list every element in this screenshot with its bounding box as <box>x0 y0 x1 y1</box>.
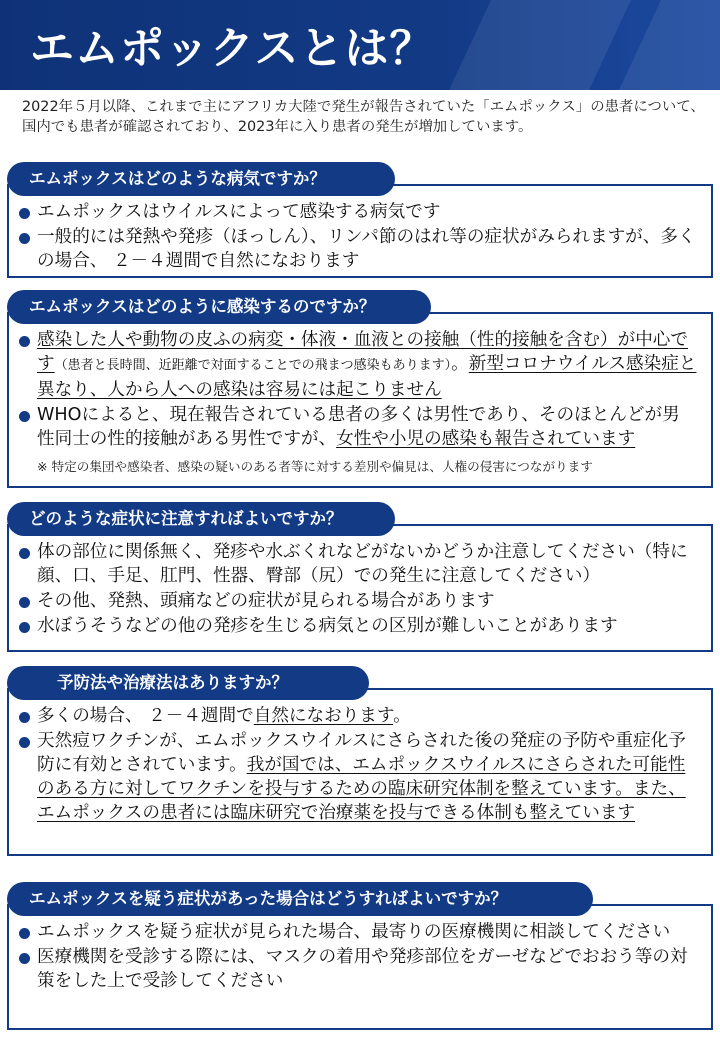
list-item-text: WHOによると、現在報告されている患者の多くは男性であり、そのほとんどが男性同士の性的接触がある男性ですが、 <box>37 405 680 449</box>
header-stripe-decoration <box>449 0 631 90</box>
underlined-text: 感染した人や動物の皮ふの病変・体液・血液との接触（性的接触を含む）が中心です <box>37 330 688 374</box>
bullet-list <box>9 186 711 280</box>
punctuation: 。 <box>451 354 469 374</box>
list-item: 体の部位に関係無く、発疹や水ぶくれなどがないかどうか注意してください（特に顔、口、手足、肛門、性器、臀部（尻）での発生に注意してください） <box>37 540 697 588</box>
list-item-text: 天然痘ワクチンが、エムポックスウイルスにさらされた後の発症の予防や重症化予防に有効とされています。 <box>37 731 686 775</box>
list-item <box>37 729 697 825</box>
intro-text: 2022年５月以降、これまで主にアフリカ大陸で発生が報告されていた「エムポックス」の患者について、国内でも患者が確認されており、2023年に入り患者の発生が増加しています。 <box>22 99 705 135</box>
page-title: エムポックスとは？ <box>30 23 435 74</box>
section-heading: エムポックスを疑う症状があった場合はどうすればよいですか？ <box>7 882 593 916</box>
list-item: 一般的には発熱や発疹（ほっしん）、リンパ節のはれ等の症状がみられますが、多くの場合、 ２－４週間で自然になおります <box>37 227 696 271</box>
underlined-text: 新型コロナウイルス感染症と異なり、人から人への感染は容易には起こりません <box>37 354 697 400</box>
bullet-list <box>9 690 711 832</box>
underlined-text: 自然になおります <box>253 706 394 726</box>
section-box <box>7 184 713 278</box>
section-heading: 予防法や治療法はありますか？ <box>7 666 369 700</box>
bullet-list <box>9 906 711 1000</box>
list-item: エムポックスはウイルスによって感染する病気です <box>37 200 697 224</box>
list-item-text: 多くの場合、 ２－４週間で <box>37 706 254 726</box>
section-heading: エムポックスはどのように感染するのですか？ <box>7 290 431 324</box>
footnote: ※ 特定の集団や感染者、感染の疑いのある者等に対する差別や偏見は、人権の侵害につながります <box>37 459 593 474</box>
punctuation: 。 <box>393 706 411 726</box>
list-item <box>37 403 697 451</box>
section-heading: エムポックスはどのような病気ですか？ <box>7 162 395 196</box>
parenthetical-note: （患者と長時間、近距離で対面することでの飛まつ感染もあります） <box>54 358 452 373</box>
section-box <box>7 904 713 1030</box>
list-item: 医療機関を受診する際には、マスクの着用や発疹部位をガーゼなどでおおう等の対策をした上で受診してください <box>37 945 697 993</box>
list-item: エムポックスを疑う症状が見られた場合、最寄りの医療機関に相談してください <box>37 920 697 944</box>
list-item: その他、発熱、頭痛などの症状が見られる場合があります <box>37 589 697 613</box>
underlined-text: 我が国では、エムポックスウイルスにさらされた可能性のある方に対してワクチンを投与するための臨床研究体制を整えています。また、エムポックスの患者には臨床研究で治療薬を投与できる体制も整えています <box>37 755 686 823</box>
list-item <box>37 328 697 402</box>
section-box <box>7 524 713 652</box>
header-banner <box>0 0 720 90</box>
list-item <box>37 704 697 728</box>
bullet-list <box>9 314 711 458</box>
header-stripe-decoration <box>619 0 720 90</box>
section-heading: どのような症状に注意すればよいですか？ <box>7 502 395 536</box>
list-item: 水ぼうそうなどの他の発疹を生じる病気との区別が難しいことがあります <box>37 614 697 638</box>
bullet-list <box>9 526 711 645</box>
underlined-text: 女性や小児の感染も報告されています <box>336 429 636 449</box>
section-box <box>7 688 713 856</box>
section-box <box>7 312 713 488</box>
